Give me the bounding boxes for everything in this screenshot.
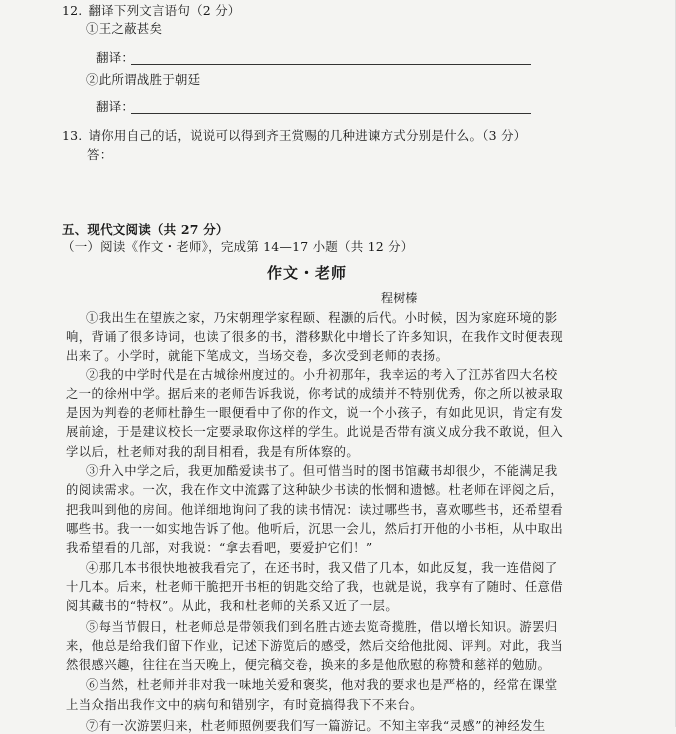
q12-item2: ②此所谓战胜于朝廷 bbox=[86, 72, 201, 87]
q12-translate-label-2: 翻译： bbox=[96, 99, 135, 114]
q12-item1: ①王之蔽甚矣 bbox=[86, 21, 163, 36]
article-line: 我希望看的几部，对我说：“拿去看吧，要爱护它们！” bbox=[66, 541, 373, 555]
q13-answer-label: 答： bbox=[87, 147, 113, 162]
article-line: 学以后，杜老师对我的刮目相看，我是有所体察的。 bbox=[66, 445, 360, 459]
article-line: 来，他总是给我们留下作业，记述下游览后的感受，然后交给他批阅、评判。对此，我当 bbox=[66, 639, 564, 653]
article-line: 阅其藏书的“特权”。从此，我和杜老师的关系又近了一层。 bbox=[66, 599, 399, 613]
q12-number: 12. bbox=[62, 3, 83, 18]
q12-answer-blank-1[interactable] bbox=[131, 64, 531, 65]
article-line: 上当众指出我作文中的病句和错别字，有时竟搞得我下不来台。 bbox=[66, 698, 423, 712]
article-line: 哪些书。我一一如实地告诉了他。他听后，沉思一会儿，然后打开他的小书柜，从中取出 bbox=[66, 522, 564, 536]
article-line: ⑦有一次游罢归来，杜老师照例要我们写一篇游记。不知主宰我“灵感”的神经发生 bbox=[86, 719, 546, 733]
article-line: 出来了。小学时，就能下笔成文，当场交卷，多次受到老师的表扬。 bbox=[66, 349, 449, 363]
section5-subheading: （一）阅读《作文・老师》，完成第 14—17 小题（共 12 分） bbox=[62, 239, 414, 254]
q12-prompt bbox=[62, 3, 241, 19]
article-author: 程树榛 bbox=[381, 291, 418, 305]
q12-translate-label-1: 翻译： bbox=[96, 50, 135, 65]
article-line: ④那几本书很快地被我看完了，在还书时，我又借了几本，如此反复，我一连借阅了 bbox=[86, 561, 558, 575]
article-line: 然很感兴趣，往往在当天晚上，便完稿交卷，换来的多是他欣慰的称赞和慈祥的勉励。 bbox=[66, 658, 551, 672]
article-line: 十几本。后来，杜老师干脆把开书柜的钥匙交给了我，也就是说，我享有了随时、任意借 bbox=[66, 580, 564, 594]
article-line: ⑤每当节假日，杜老师总是带领我们到名胜古迹去览奇揽胜，借以增长知识。游罢归 bbox=[86, 620, 558, 634]
article-line: ⑥当然，杜老师并非对我一味地关爱和褒奖，他对我的要求也是严格的，经常在课堂 bbox=[86, 678, 558, 692]
q12-answer-blank-2[interactable] bbox=[131, 113, 531, 114]
article-title: 作文・老师 bbox=[267, 264, 348, 282]
article-line: 展前途，于是建议校长一定要录取你这样的学生。此说是否带有演义成分我不敢说，但入 bbox=[66, 425, 564, 439]
article-line: ①我出生在望族之家，乃宋朝理学家程颐、程灏的后代。小时候，因为家庭环境的影 bbox=[86, 311, 558, 325]
article-line: ②我的中学时代是在古城徐州度过的。小升初那年，我幸运的考入了江苏省四大名校 bbox=[86, 368, 558, 382]
article-line: 的阅读需求。一次，我在作文中流露了这种缺少书读的怅惘和遗憾。杜老师在评阅之后， bbox=[66, 483, 564, 497]
q12-prompt-text: 翻译下列文言语句（2 分） bbox=[88, 3, 241, 18]
q13-prompt bbox=[62, 128, 526, 144]
q13-prompt-text: 请你用自己的话，说说可以得到齐王赏赐的几种进谏方式分别是什么。（3 分） bbox=[88, 128, 527, 143]
article-line: 把我叫到他的房间。他详细地询问了我的读书情况：读过哪些书，喜欢哪些书，还希望看 bbox=[66, 503, 564, 517]
article-line: 是因为判卷的老师杜静生一眼便看中了你的作文，说一个小孩子，有如此见识，肯定有发 bbox=[66, 406, 564, 420]
section5-heading: 五、现代文阅读（共 27 分） bbox=[62, 222, 229, 237]
article-line: ③升入中学之后，我更加酷爱读书了。但可惜当时的图书馆藏书却很少，不能满足我 bbox=[86, 464, 558, 478]
article-line: 响，背诵了很多诗词，也读了很多的书，潜移默化中增长了许多知识，在我作文时便表现 bbox=[66, 330, 564, 344]
q13-number: 13. bbox=[62, 128, 83, 143]
article-line: 之一的徐州中学。据后来的老师告诉我说，你考试的成绩并不特别优秀，你之所以被录取 bbox=[66, 387, 564, 401]
